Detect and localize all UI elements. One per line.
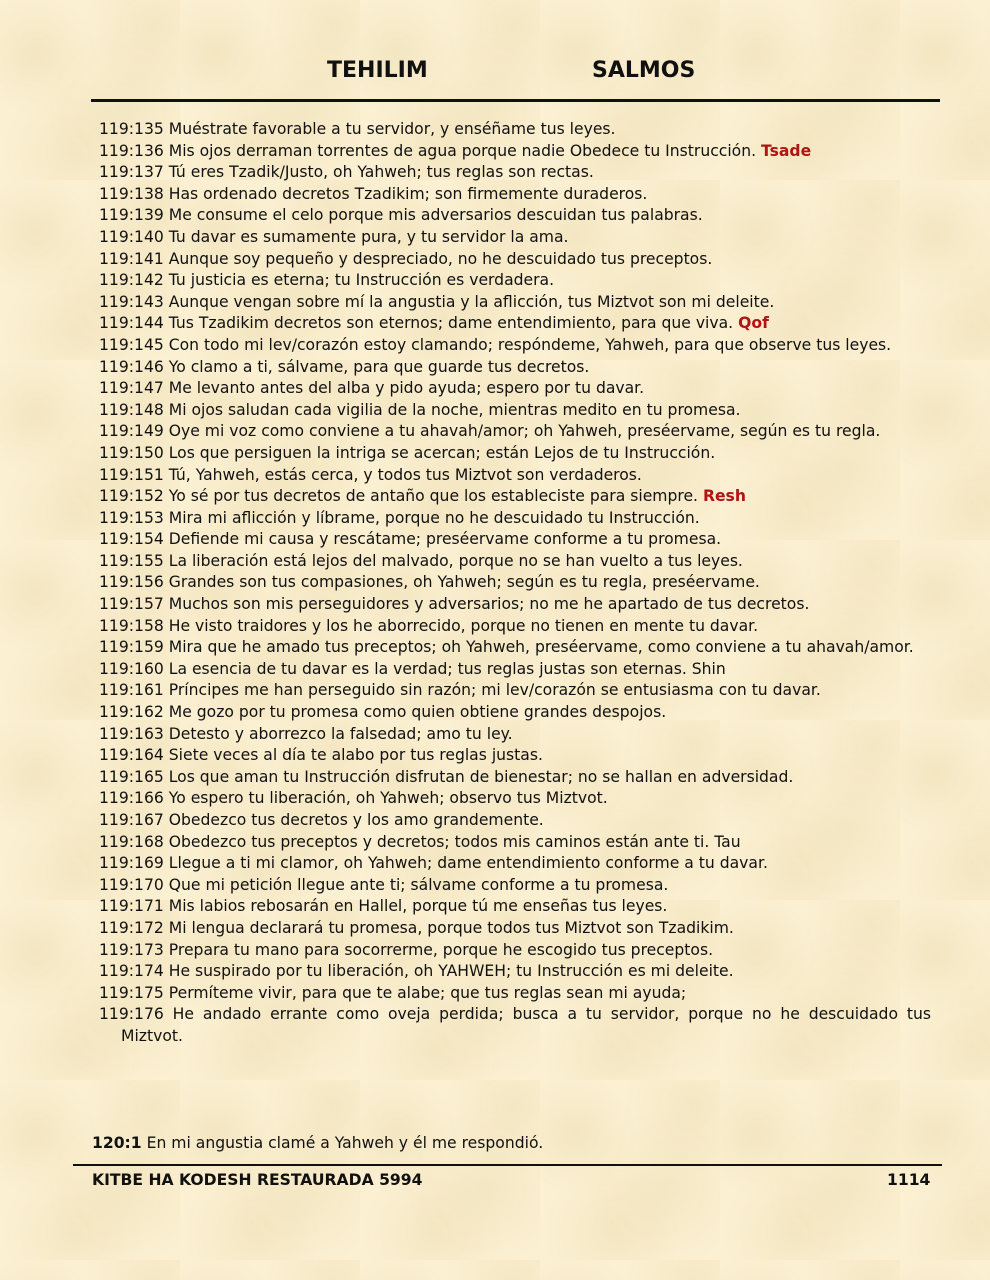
verse-ref: 119:169: [99, 854, 164, 873]
book-title-hebrew: TEHILIM: [327, 58, 428, 83]
verse-text: Yo clamo a ti, sálvame, para que guarde tus decretos.: [168, 357, 590, 376]
verse-ref: 119:138: [99, 184, 164, 203]
verse-text: Tus Tzadikim decretos son eternos; dame entendimiento, para que viva.: [168, 314, 734, 333]
verse-line: [99, 335, 931, 357]
verse-line: [99, 572, 931, 594]
header-divider: [91, 99, 940, 102]
verse-text: Llegue a ti mi clamor, oh Yahweh; dame entendimiento conforme a tu davar.: [168, 854, 768, 873]
verse-ref: 119:146: [99, 357, 164, 376]
book-title-spanish: SALMOS: [592, 58, 696, 83]
verse-text: Aunque soy pequeño y despreciado, no he descuidado tus preceptos.: [168, 249, 713, 268]
verse-ref: 119:154: [99, 530, 164, 549]
verse-ref: 119:157: [99, 595, 164, 614]
verse-line: [99, 119, 931, 141]
hebrew-letter-heading: Qof: [738, 314, 769, 333]
verse-text: Siete veces al día te alabo por tus reglas justas.: [168, 746, 543, 765]
verse-ref: 119:137: [99, 163, 164, 182]
verse-ref: 119:151: [99, 465, 164, 484]
verse-ref: 119:166: [99, 789, 164, 808]
verse-ref: 119:135: [99, 120, 164, 138]
verse-ref: 119:140: [99, 227, 164, 246]
verse-line: [99, 940, 931, 962]
verse-text: Obedezco tus preceptos y decretos; todos mis caminos están ante ti. Tau: [168, 832, 741, 851]
verse-text: Muchos son mis perseguidores y adversarios; no me he apartado de tus decretos.: [168, 595, 810, 614]
verse-text: La liberación está lejos del malvado, porque no se han vuelto a tus leyes.: [168, 551, 743, 570]
verse-ref: 119:155: [99, 551, 164, 570]
verse-ref: 119:162: [99, 703, 164, 722]
verse-line: [99, 249, 931, 271]
verse-ref: 119:174: [99, 962, 164, 981]
verse-text: Que mi petición llegue ante ti; sálvame conforme a tu promesa.: [168, 875, 669, 894]
verse-line: [99, 853, 931, 875]
verse-ref: 119:165: [99, 767, 164, 786]
verse-text: He suspirado por tu liberación, oh YAHWEH; tu Instrucción es mi deleite.: [168, 962, 734, 981]
verse-line: [99, 400, 931, 422]
verse-ref: 119:148: [99, 400, 164, 419]
verse-ref: 119:164: [99, 746, 164, 765]
verse-ref: 119:173: [99, 940, 164, 959]
verse-list: [99, 119, 931, 1048]
verse-text: Mis labios rebosarán en Hallel, porque tú me enseñas tus leyes.: [168, 897, 668, 916]
verse-line: [99, 292, 931, 314]
verse-text: Detesto y aborrezco la falsedad; amo tu ley.: [168, 724, 513, 743]
verse-ref: 119:160: [99, 659, 164, 678]
verse-ref: 119:145: [99, 335, 164, 354]
verse-ref: 120:1: [92, 1134, 142, 1152]
verse-text: Príncipes me han perseguido sin razón; mi lev/corazón se entusiasma con tu davar.: [168, 681, 821, 700]
hebrew-letter-heading: Tsade: [761, 141, 812, 160]
verse-line: [99, 637, 931, 659]
verse-line: [99, 961, 931, 983]
verse-line: [99, 270, 931, 292]
verse-ref: 119:167: [99, 811, 164, 829]
verse-ref: 119:150: [99, 443, 164, 462]
verse-text: Prepara tu mano para socorrerme, porque he escogido tus preceptos.: [168, 940, 714, 959]
page-header: [0, 58, 990, 90]
verse-line: [99, 767, 931, 789]
verse-line: [99, 616, 931, 638]
verse-text: La esencia de tu davar es la verdad; tus reglas justas son eternas. Shin: [168, 659, 726, 678]
next-chapter-verse: [92, 1133, 543, 1155]
verse-text: Obedezco tus decretos y los amo grandemente.: [168, 811, 544, 829]
verse-line: [99, 983, 931, 1005]
verse-text: En mi angustia clamé a Yahweh y él me respondió.: [146, 1134, 544, 1152]
verse-line: [99, 184, 931, 206]
verse-line: [99, 745, 931, 767]
verse-text: Me levanto antes del alba y pido ayuda; espero por tu davar.: [168, 379, 645, 398]
verse-text: Mi ojos saludan cada vigilia de la noche, mientras medito en tu promesa.: [168, 400, 741, 419]
verse-line: [99, 227, 931, 249]
verse-text: Has ordenado decretos Tzadikim; son firmemente duraderos.: [168, 184, 648, 203]
verse-ref: 119:153: [99, 508, 164, 527]
verse-line: [99, 594, 931, 616]
verse-text: Permíteme vivir, para que te alabe; que tus reglas sean mi ayuda;: [168, 983, 687, 1002]
verse-line: [99, 918, 931, 940]
verse-text: Yo sé por tus decretos de antaño que los estableciste para siempre.: [168, 487, 698, 506]
verse-ref: 119:176: [99, 1005, 164, 1024]
verse-line: [99, 724, 931, 746]
verse-line: [99, 680, 931, 702]
verse-line: [99, 313, 931, 335]
verse-ref: 119:175: [99, 983, 164, 1002]
verse-ref: 119:168: [99, 832, 164, 851]
verse-text: Con todo mi lev/corazón estoy clamando; respóndeme, Yahweh, para que observe tus leyes.: [168, 335, 892, 354]
verse-ref: 119:158: [99, 616, 164, 635]
verse-line: [99, 551, 931, 573]
verse-ref: 119:144: [99, 314, 164, 333]
verse-line: [99, 465, 931, 487]
verse-text: Tu justicia es eterna; tu Instrucción es verdadera.: [168, 271, 555, 290]
verse-line: [99, 378, 931, 400]
verse-ref: 119:171: [99, 897, 164, 916]
verse-text: Yo espero tu liberación, oh Yahweh; observo tus Miztvot.: [168, 789, 608, 808]
verse-line: [99, 832, 931, 854]
verse-text: Mira mi aflicción y líbrame, porque no he descuidado tu Instrucción.: [168, 508, 700, 527]
verse-line: [99, 421, 931, 443]
verse-line: [99, 788, 931, 810]
verse-line: [99, 443, 931, 465]
verse-text: Me gozo por tu promesa como quien obtiene grandes despojos.: [168, 703, 667, 722]
verse-text: Tú, Yahweh, estás cerca, y todos tus Miztvot son verdaderos.: [168, 465, 642, 484]
verse-ref: 119:170: [99, 875, 164, 894]
verse-line: [99, 486, 931, 508]
verse-text: Mira que he amado tus preceptos; oh Yahweh, preséervame, como conviene a tu ahavah/amor.: [168, 638, 914, 657]
verse-line: [99, 702, 931, 724]
verse-text: He andado errante como oveja perdida; busca a tu servidor, porque no he descuidado tus Miztvot.: [121, 1005, 931, 1045]
verse-ref: 119:136: [99, 141, 164, 160]
verse-text: Aunque vengan sobre mí la angustia y la aflicción, tus Miztvot son mi deleite.: [168, 292, 775, 311]
verse-text: Me consume el celo porque mis adversarios descuidan tus palabras.: [168, 206, 703, 225]
verse-line: [99, 875, 931, 897]
verse-ref: 119:161: [99, 681, 164, 700]
verse-line: [99, 357, 931, 379]
verse-line: [99, 810, 931, 832]
verse-ref: 119:159: [99, 638, 164, 657]
verse-ref: 119:149: [99, 422, 164, 441]
verse-text: He visto traidores y los he aborrecido, porque no tienen en mente tu davar.: [168, 616, 759, 635]
verse-ref: 119:156: [99, 573, 164, 592]
verse-ref: 119:142: [99, 271, 164, 290]
verse-text: Tu davar es sumamente pura, y tu servidor la ama.: [168, 227, 569, 246]
footer-divider: [73, 1164, 942, 1166]
verse-ref: 119:163: [99, 724, 164, 743]
verse-line: [99, 529, 931, 551]
footer-book-title: KITBE HA KODESH RESTAURADA 5994: [92, 1171, 423, 1189]
page-number: 1114: [887, 1171, 931, 1189]
verse-line: [99, 162, 931, 184]
verse-ref: 119:152: [99, 487, 164, 506]
verse-text: Oye mi voz como conviene a tu ahavah/amor; oh Yahweh, preséervame, según es tu regla.: [168, 422, 881, 441]
verse-line: [99, 896, 931, 918]
verse-ref: 119:143: [99, 292, 164, 311]
verse-ref: 119:141: [99, 249, 164, 268]
verse-text: Tú eres Tzadik/Justo, oh Yahweh; tus reglas son rectas.: [168, 163, 594, 182]
verse-line: [99, 1004, 931, 1047]
verse-text: Grandes son tus compasiones, oh Yahweh; según es tu regla, preséervame.: [168, 573, 760, 592]
verse-line: [99, 508, 931, 530]
verse-line: [99, 659, 931, 681]
verse-ref: 119:139: [99, 206, 164, 225]
verse-ref: 119:147: [99, 379, 164, 398]
hebrew-letter-heading: Resh: [702, 487, 746, 506]
verse-text: Defiende mi causa y rescátame; preséervame conforme a tu promesa.: [168, 530, 722, 549]
verse-text: Los que persiguen la intriga se acercan; están Lejos de tu Instrucción.: [168, 443, 716, 462]
verse-text: Muéstrate favorable a tu servidor, y enséñame tus leyes.: [168, 120, 616, 138]
verse-line: [99, 141, 931, 163]
verse-line: [99, 205, 931, 227]
verse-text: Los que aman tu Instrucción disfrutan de bienestar; no se hallan en adversidad.: [168, 767, 794, 786]
verse-text: Mis ojos derraman torrentes de agua porque nadie Obedece tu Instrucción.: [168, 141, 757, 160]
verse-ref: 119:172: [99, 918, 164, 937]
verse-text: Mi lengua declarará tu promesa, porque todos tus Miztvot son Tzadikim.: [168, 918, 734, 937]
